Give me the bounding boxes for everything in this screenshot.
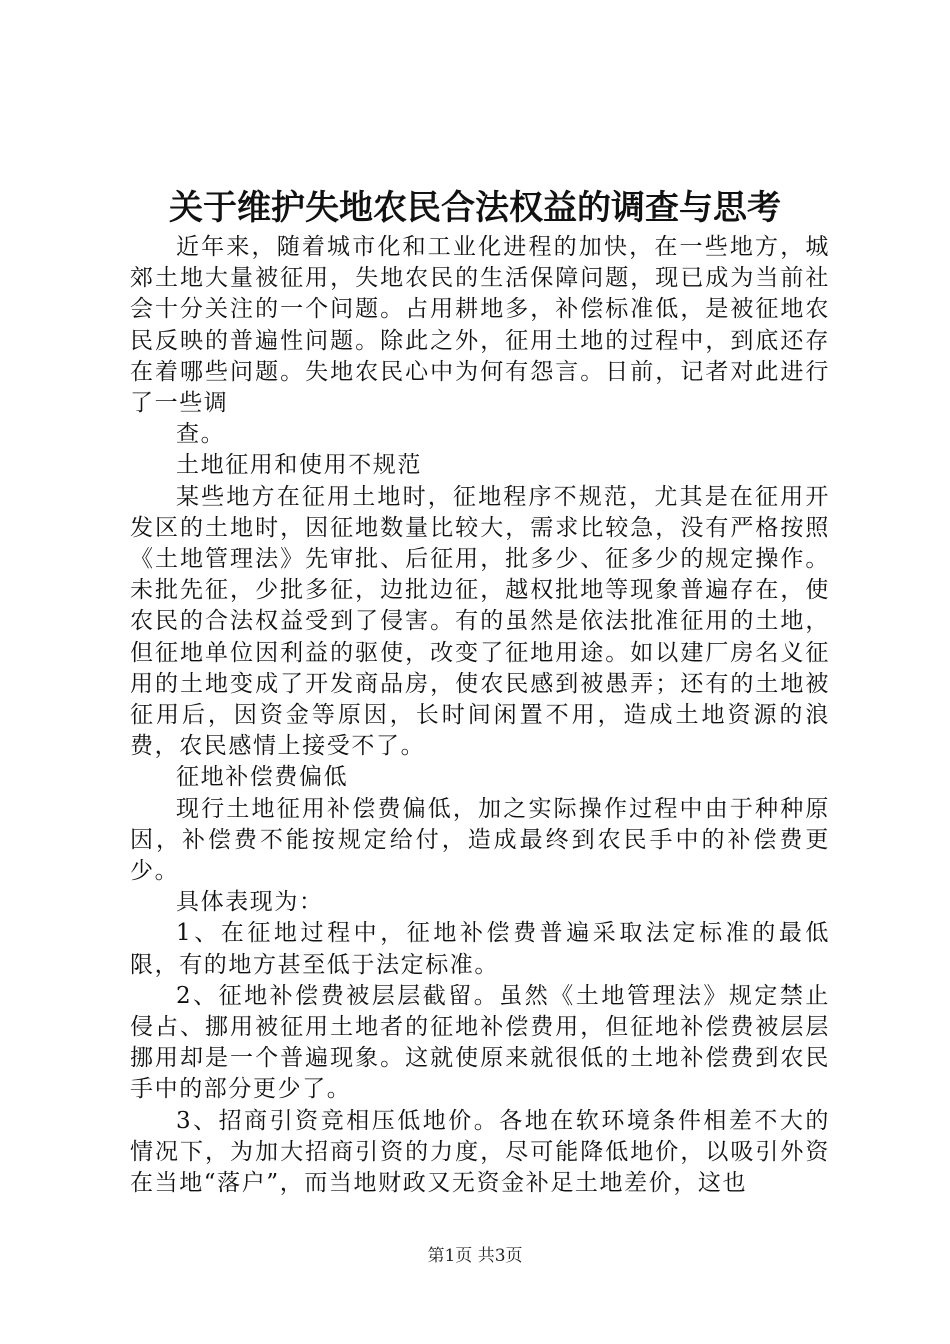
paragraph-compensation: 现行土地征用补偿费偏低，加之实际操作过程中由于种种原因，补偿费不能按规定给付，造成最终到农民手中的补偿费更少。 xyxy=(130,795,830,885)
list-item-1: 1、在征地过程中，征地补偿费普遍采取法定标准的最低限，有的地方甚至低于法定标准。 xyxy=(130,920,830,978)
paragraph-land-use: 某些地方在征用土地时，征地程序不规范，尤其是在征用开发区的土地时，因征地数量比较大，需求比较急，没有严格按照《土地管理法》先审批、后征用，批多少、征多少的规定操作。未批先征，少批多征，边批边征，越权批地等现象普遍存在，使农民的合法权益受到了侵害。有的虽然是依法批准征用的土地，但征地单位因利益的驱使，改变了征地用途。如以建厂房名义征用的土地变成了开发商品房，使农民感到被愚弄；还有的土地被征用后，因资金等原因，长时间闲置不用，造成土地资源的浪费，农民感情上接受不了。 xyxy=(130,483,830,760)
paragraph-intro-end: 查。 xyxy=(176,421,226,448)
list-item-3: 3、招商引资竞相压低地价。各地在软环境条件相差不大的情况下，为加大招商引资的力度，尽可能降低地价，以吸引外资在当地“落户”，而当地财政又无资金补足土地差价，这也 xyxy=(130,1107,830,1197)
document-body xyxy=(130,232,830,1199)
list-item-2: 2、征地补偿费被层层截留。虽然《土地管理法》规定禁止侵占、挪用被征用土地者的征地补偿费用，但征地补偿费被层层挪用却是一个普遍现象。这就使原来就很低的土地补偿费到农民手中的部分更少了。 xyxy=(130,982,830,1103)
page-footer: 第1页 共3页 xyxy=(427,1246,523,1266)
section-heading-compensation: 征地补偿费偏低 xyxy=(176,764,349,791)
section-heading-land-use: 土地征用和使用不规范 xyxy=(176,452,422,479)
document-title: 关于维护失地农民合法权益的调查与思考 xyxy=(169,188,781,228)
paragraph-specifics-intro: 具体表现为： xyxy=(176,889,324,916)
paragraph-intro: 近年来，随着城市化和工业化进程的加快，在一些地方，城郊土地大量被征用，失地农民的生活保障问题，现已成为当前社会十分关注的一个问题。占用耕地多，补偿标准低，是被征地农民反映的普遍性问题。除此之外，征用土地的过程中，到底还存在着哪些问题。失地农民心中为何有怨言。日前，记者对此进行了一些调 xyxy=(130,234,830,417)
